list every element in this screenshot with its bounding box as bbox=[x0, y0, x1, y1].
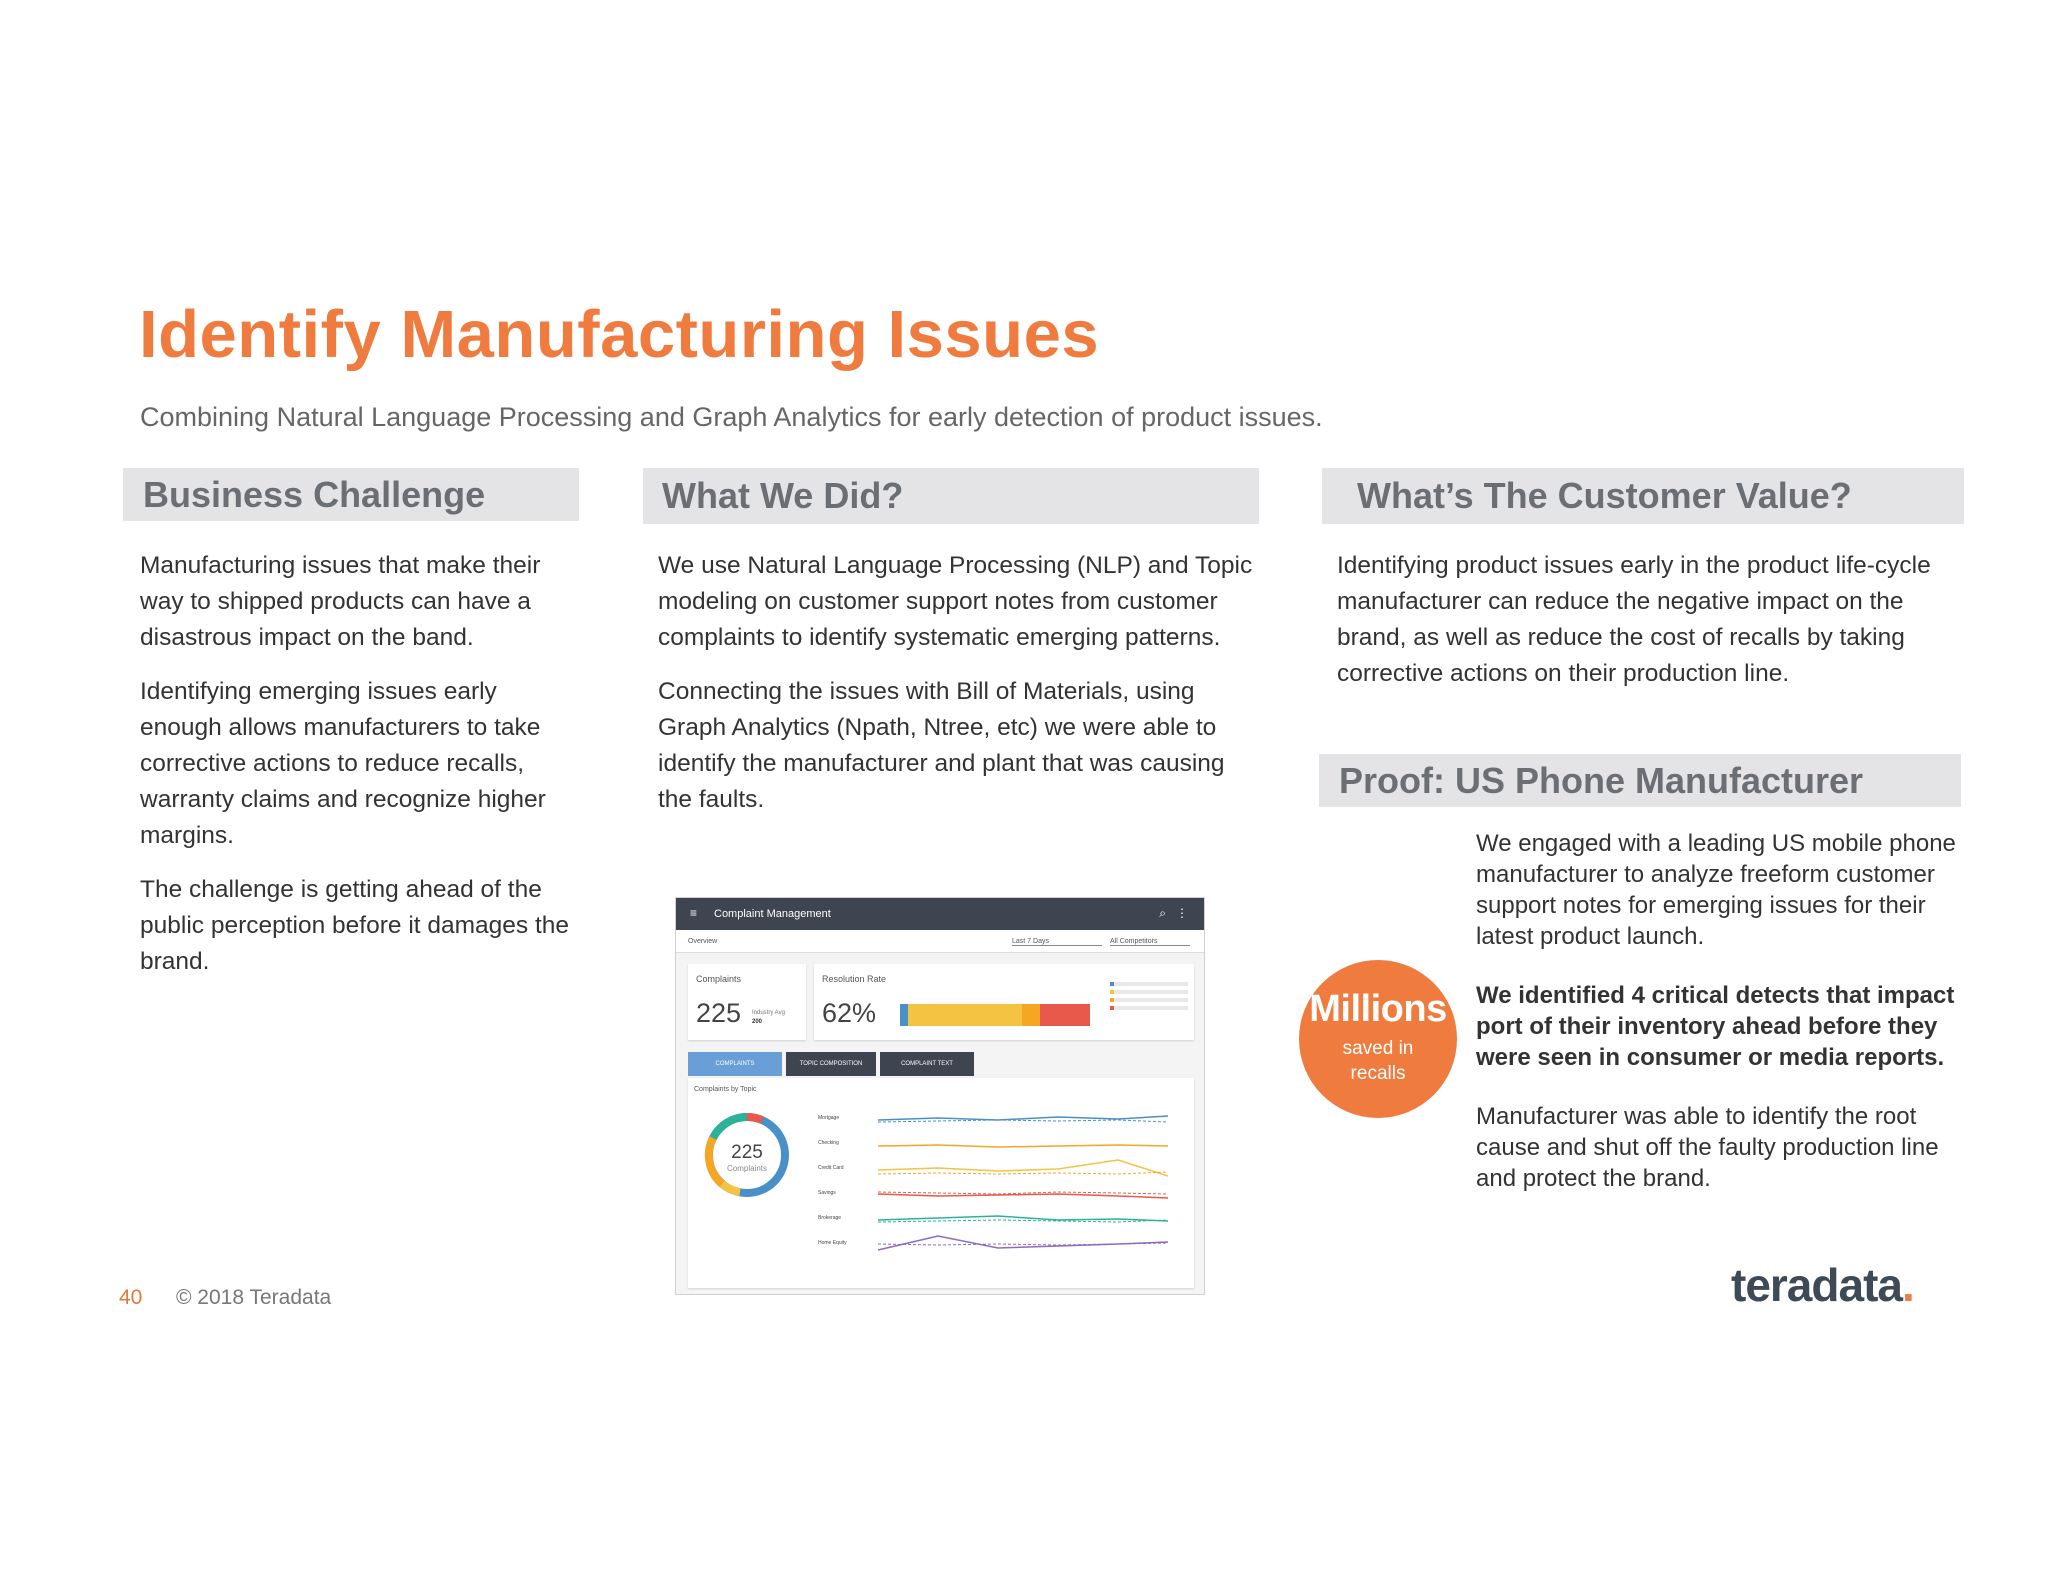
complaints-label: Complaints bbox=[696, 974, 742, 984]
proof-highlight: We identified 4 critical detects that impact port of their inventory ahead before they were seen in consumer or media reports. bbox=[1476, 982, 1955, 1071]
menu-icon: ≡ bbox=[690, 906, 698, 920]
proof-header-text: Proof: US Phone Manufacturer bbox=[1339, 759, 1864, 801]
resolution-label: Resolution Rate bbox=[822, 974, 887, 984]
topic-sparklines bbox=[878, 1108, 1178, 1268]
topic-label: Savings bbox=[818, 1190, 836, 1196]
proof-paragraph: We engaged with a leading US mobile phone manufacturer to analyze freeform customer support notes for emerging issues for their latest product launch. bbox=[1476, 830, 1956, 950]
savings-badge-line1: saved in bbox=[1342, 1038, 1414, 1059]
more-icon: ⋮ bbox=[1176, 906, 1188, 920]
topic-label: Mortgage bbox=[818, 1115, 840, 1121]
what-we-did-header bbox=[643, 468, 1259, 524]
resolution-card bbox=[814, 964, 1194, 1040]
value-paragraph: Identifying product issues early in the product life-cycle manufacturer can reduce the negative impact on the brand, as well as reduce the cost of recalls by taking corrective actions on their production line. bbox=[1337, 552, 1931, 687]
proof-paragraph: Manufacturer was able to identify the root cause and shut off the faulty production line and protect the brand. bbox=[1476, 1103, 1939, 1192]
topic-labels bbox=[818, 1106, 858, 1256]
savings-badge-caption bbox=[1299, 1036, 1457, 1086]
copyright: © 2018 Teradata bbox=[176, 1286, 332, 1309]
teradata-logo bbox=[1731, 1258, 1914, 1312]
tab-complaint-text[interactable]: COMPLAINT TEXT bbox=[880, 1052, 974, 1076]
resolution-value: 62% bbox=[822, 998, 877, 1028]
filter-select: All Competitors bbox=[1110, 938, 1190, 946]
overview-label: Overview bbox=[688, 938, 718, 945]
resolution-legend bbox=[1110, 978, 1188, 1014]
savings-badge bbox=[1299, 960, 1457, 1118]
logo-text: teradata bbox=[1731, 1259, 1902, 1311]
did-paragraph: Connecting the issues with Bill of Materials, using Graph Analytics (Npath, Ntree, etc) we were able to identify the manufacturer and plant that was causing the faults. bbox=[658, 678, 1225, 813]
panel-title: Complaints by Topic bbox=[694, 1086, 757, 1093]
complaints-by-topic-panel bbox=[688, 1078, 1194, 1288]
topic-label: Credit Card bbox=[818, 1165, 844, 1171]
topic-label: Brokerage bbox=[818, 1215, 842, 1221]
business-challenge-header-text: Business Challenge bbox=[143, 473, 486, 515]
dashboard-title: Complaint Management bbox=[714, 908, 831, 920]
dashboard-filter-bar bbox=[676, 930, 1204, 953]
industry-value: 200 bbox=[752, 1019, 763, 1025]
customer-value-header-text: What’s The Customer Value? bbox=[1357, 475, 1852, 516]
topic-label: Checking bbox=[818, 1140, 839, 1146]
savings-badge-value: Millions bbox=[1309, 988, 1447, 1030]
complaints-value: 225 bbox=[696, 998, 742, 1028]
donut-label: Complaints bbox=[726, 1164, 767, 1173]
dashboard-screenshot bbox=[675, 897, 1205, 1295]
tab-topic-composition[interactable]: TOPIC COMPOSITION bbox=[786, 1052, 876, 1076]
savings-badge-line2: recalls bbox=[1350, 1063, 1406, 1084]
challenge-paragraph: Identifying emerging issues early enough allows manufacturers to take corrective actions to reduce recalls, warranty claims and recognize higher margins. bbox=[140, 678, 546, 849]
industry-label: Industry Avg bbox=[752, 1010, 785, 1016]
page-title: Identify Manufacturing Issues bbox=[139, 297, 1100, 372]
topic-label: Home Equity bbox=[818, 1240, 847, 1246]
resolution-bar bbox=[900, 1004, 1090, 1026]
complaints-card bbox=[688, 964, 806, 1040]
logo-dot: . bbox=[1901, 1259, 1914, 1311]
range-select: Last 7 Days bbox=[1012, 938, 1102, 946]
customer-value-body bbox=[1337, 548, 1962, 710]
challenge-paragraph: The challenge is getting ahead of the public perception before it damages the brand. bbox=[140, 876, 570, 975]
search-icon: ⌕ bbox=[1159, 906, 1166, 920]
donut-value: 225 bbox=[731, 1142, 763, 1163]
proof-body bbox=[1476, 828, 1968, 1222]
what-we-did-header-text: What We Did? bbox=[662, 475, 904, 516]
page-number: 40 bbox=[119, 1286, 143, 1309]
business-challenge-body bbox=[140, 548, 580, 998]
what-we-did-body bbox=[658, 548, 1258, 836]
challenge-paragraph: Manufacturing issues that make their way to shipped products can have a disastrous impact on the band. bbox=[140, 552, 541, 651]
business-challenge-header bbox=[123, 468, 579, 521]
customer-value-header bbox=[1322, 468, 1964, 524]
page-subtitle: Combining Natural Language Processing and Graph Analytics for early detection of product issues. bbox=[140, 402, 1323, 432]
did-paragraph: We use Natural Language Processing (NLP) and Topic modeling on customer support notes from customer complaints to identify systematic emerging patterns. bbox=[658, 552, 1253, 651]
dashboard-topbar bbox=[676, 898, 1204, 930]
proof-header bbox=[1319, 754, 1961, 807]
tab-complaints[interactable]: COMPLAINTS bbox=[688, 1052, 782, 1076]
